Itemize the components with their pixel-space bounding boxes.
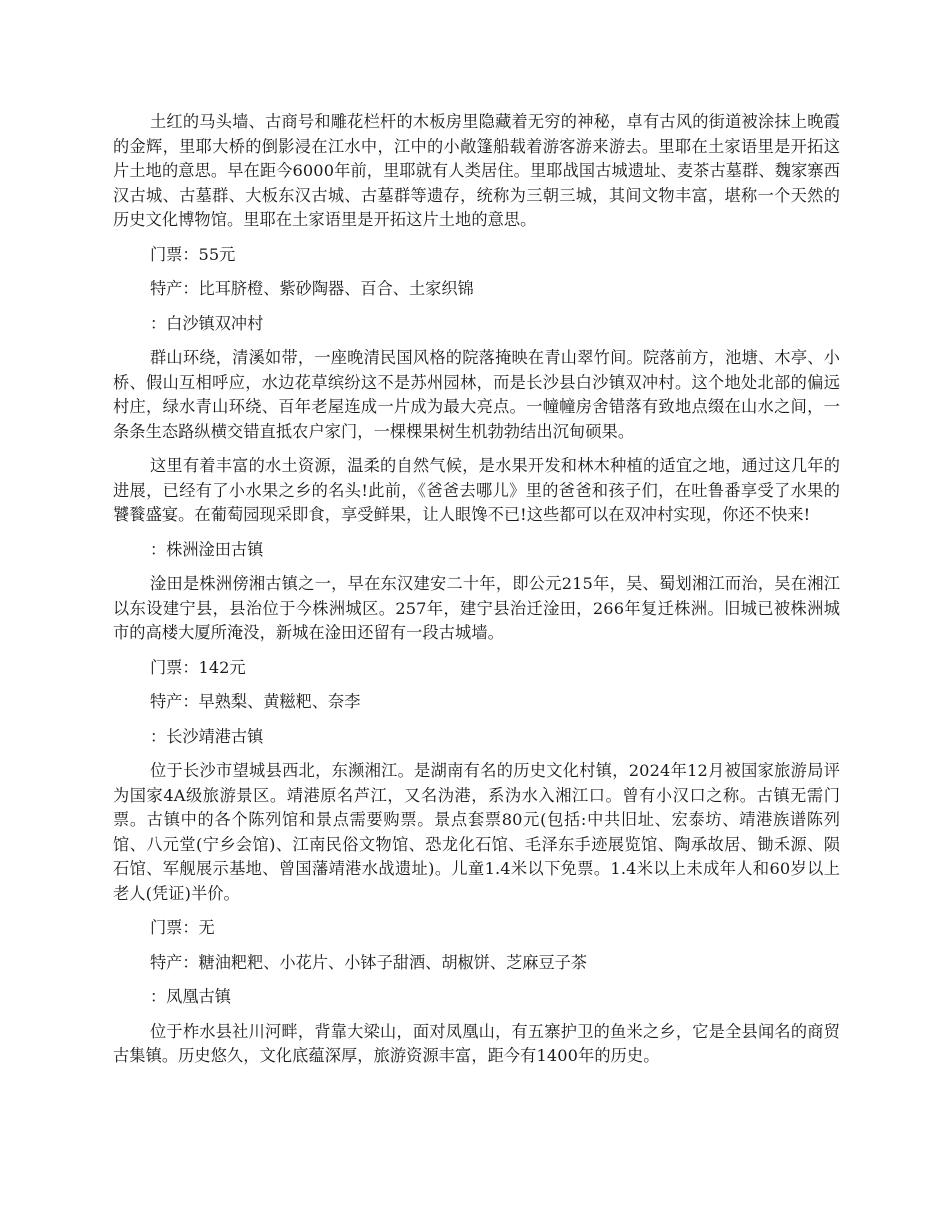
heading-fenghuang: ：凤凰古镇 (150, 987, 231, 1006)
paragraph-fenghuang: 位于柞水县社川河畔，背靠大梁山，面对凤凰山，有五寨护卫的鱼米之乡，它是全县闻名的商贸古集镇。历史悠久，文化底蕴深厚，旅游资源丰富，距今有1400年的历史。 (113, 1021, 840, 1065)
paragraph-gantian: 淦田是株洲傍湘古镇之一，早在东汉建安二十年，即公元215年，吴、蜀划湘江而治，吴在湘江以东设建宁县，县治位于今株洲城区。257年，建宁县治迁淦田，266年复迁株洲。旧城已被株洲城市的高楼大厦所淹没，新城在淦田还留有一段古城墙。 (113, 574, 840, 642)
paragraph-shuangchong-2: 这里有着丰富的水土资源，温柔的自然气候，是水果开发和林木种植的适宜之地，通过这几年的进展，已经有了小水果之乡的名头!此前，《爸爸去哪儿》里的爸爸和孩子们，在吐鲁番享受了水果的饕餮盛宴。在葡萄园现采即食，享受鲜果，让人眼馋不已!这些都可以在双冲村实现，你还不快来! (113, 456, 840, 524)
heading-baisha-shuangchong: ：白沙镇双冲村 (150, 313, 264, 333)
paragraph-liye-intro: 土红的马头墙、古商号和雕花栏杆的木板房里隐藏着无穷的神秘，卓有古风的街道被涂抹上晚霞的金辉，里耶大桥的倒影浸在江水中，江中的小敞篷船载着游客游来游去。里耶在土家语里是开拓这片土地的意思。早在距今6000年前，里耶就有人类居住。里耶战国古城遗址、麦茶古墓群、魏家寨西汉古城、古墓群、大板东汉古城、古墓群等遗存，统称为三朝三城，其间文物丰富，堪称一个天然的历史文化博物馆。里耶在土家语里是开拓这片土地的意思。 (113, 112, 840, 229)
document-body (113, 110, 840, 1069)
gantian-specialties: 特产：早熟梨、黄糍粑、奈李 (150, 692, 361, 711)
heading-zhuzhou-gantian: ：株洲淦田古镇 (150, 539, 264, 559)
gantian-ticket: 门票：142元 (150, 657, 246, 677)
jinggang-ticket: 门票：无 (150, 918, 215, 937)
paragraph-shuangchong-1: 群山环绕，清溪如带，一座晚清民国风格的院落掩映在青山翠竹间。院落前方，池塘、木亭、小桥、假山互相呼应，水边花草缤纷这不是苏州园林，而是长沙县白沙镇双冲村。这个地处北部的偏远村庄，绿水青山环绕、百年老屋连成一片成为最大亮点。一幢幢房舍错落有致地点缀在山水之间，一条条生态路纵横交错直抵农户家门，一棵棵果树生机勃勃结出沉甸硕果。 (113, 348, 840, 441)
paragraph-jinggang: 位于长沙市望城县西北，东濒湘江。是湖南有名的历史文化村镇，2024年12月被国家旅游局评为国家4A级旅游景区。靖港原名芦江，又名沩港，系沩水入湘江口。曾有小汉口之称。古镇无需门票。古镇中的各个陈列馆和景点需要购票。景点套票80元(包括:中共旧址、宏泰坊、靖港族谱陈列馆、八元堂(宁乡会馆)、江南民俗文物馆、恐龙化石馆、毛泽东手迹展览馆、陶承故居、锄禾源、陨石馆、军舰展示基地、曾国藩靖港水战遗址)。儿童1.4米以下免票。1.4米以上未成年人和60岁以上老人(凭证)半价。 (113, 761, 840, 903)
liye-ticket: 门票：55元 (150, 244, 236, 264)
jinggang-specialties: 特产：糖油粑粑、小花片、小钵子甜酒、胡椒饼、芝麻豆子茶 (150, 952, 588, 972)
liye-specialties: 特产：比耳脐橙、紫砂陶器、百合、土家织锦 (150, 279, 474, 298)
heading-jinggang: ：长沙靖港古镇 (150, 726, 264, 746)
